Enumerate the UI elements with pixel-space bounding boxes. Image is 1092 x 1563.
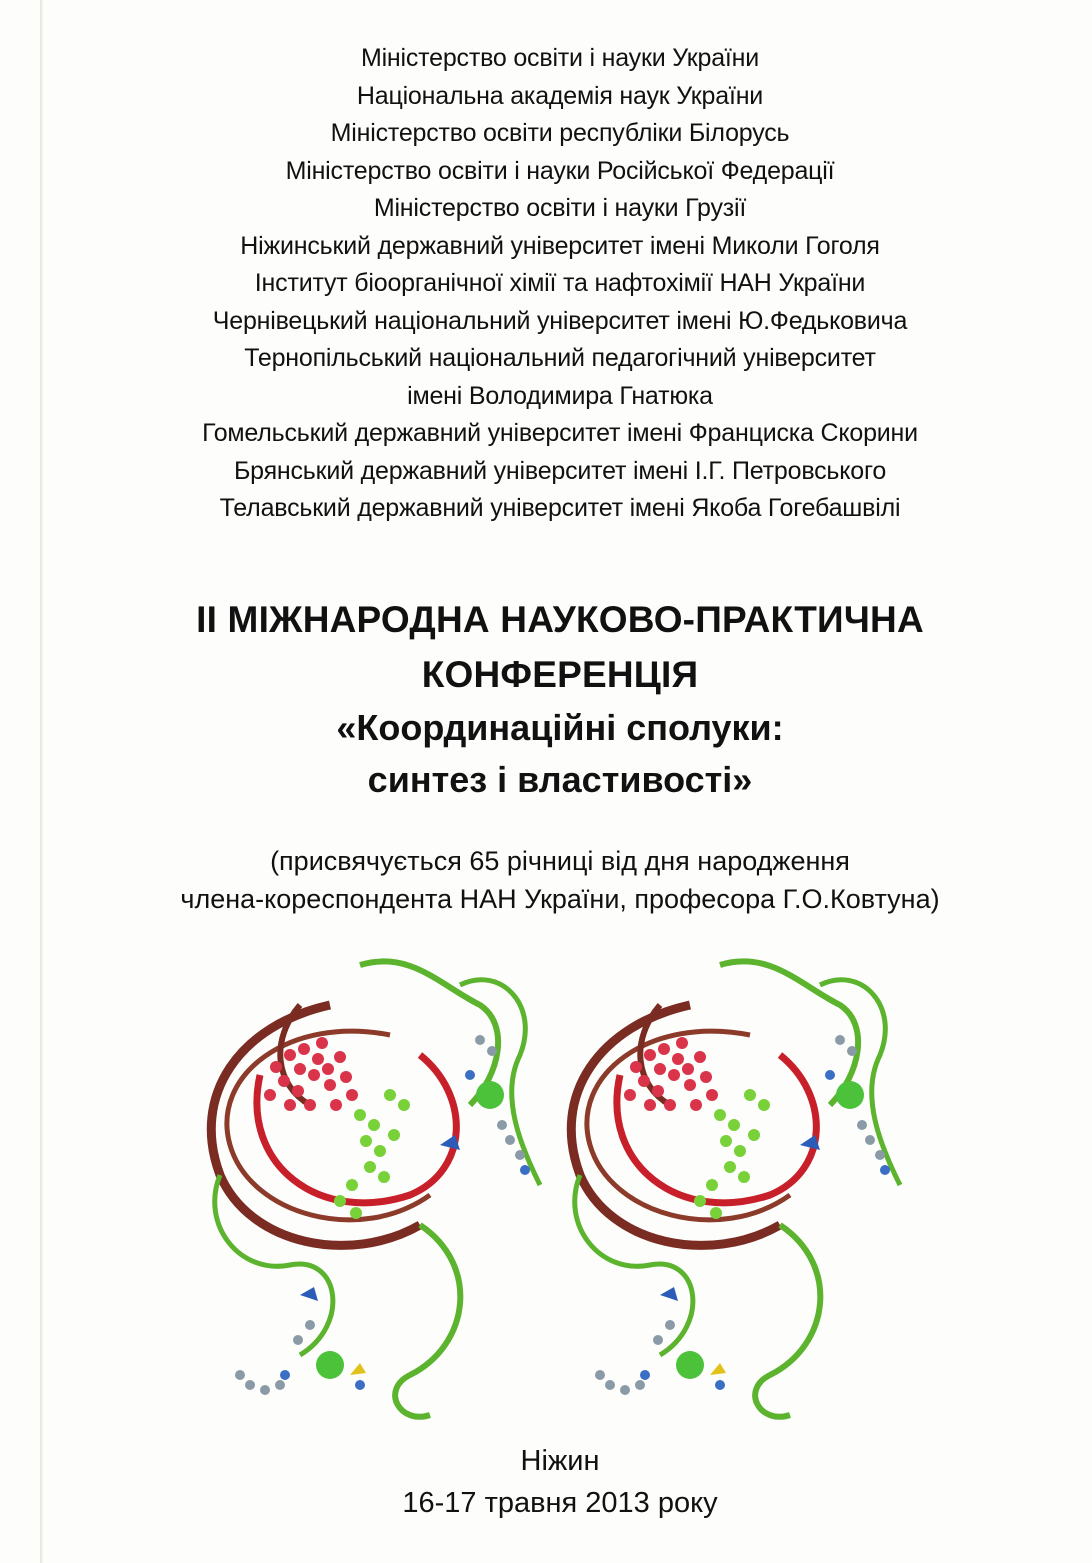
organizer-line: Міністерство освіти і науки України: [360, 44, 760, 72]
dedication: [60, 842, 1060, 918]
organizer-line: імені Володимира Гнатюка: [407, 381, 713, 410]
organizer-line: Національна академія наук України: [356, 81, 764, 110]
city: Ніжин: [520, 1445, 600, 1477]
place-and-date: [60, 1440, 1060, 1524]
title-line-2: КОНФЕРЕНЦІЯ: [421, 654, 699, 695]
organizer-line: Ніжинський державний університет імені Миколи Гоголя: [240, 231, 880, 260]
dates: 16-17 травня 2013 року: [402, 1487, 718, 1519]
organizer-line: Тернопільський національний педагогічний університет: [244, 344, 876, 372]
organizer-line: Брянський державний університет імені І.Г. Петровського: [233, 456, 887, 485]
organizer-line: Чернівецький національний університет імені Ю.Федьковича: [212, 306, 908, 335]
molecule-left: [211, 961, 540, 1416]
topic-line-2: синтез і властивості»: [367, 759, 753, 800]
organizers-list: [60, 40, 1060, 528]
conference-title: [60, 592, 1060, 806]
organizer-line: Міністерство освіти республіки Білорусь: [330, 119, 790, 147]
dedication-line-1: (присвячується 65 річниці від дня народження: [270, 846, 850, 876]
organizer-line: Гомельський державний університет імені Франциска Скорини: [202, 419, 918, 447]
topic-line-1: «Координаційні сполуки:: [336, 707, 784, 748]
dedication-line-2: члена-кореспондента НАН України, професора Г.О.Ковтуна): [180, 884, 940, 914]
organizer-line: Міністерство освіти і науки Грузії: [373, 194, 747, 222]
title-line-1: II МІЖНАРОДНА НАУКОВО-ПРАКТИЧНА: [196, 599, 924, 640]
molecule-right: [571, 961, 900, 1416]
organizer-line: Міністерство освіти і науки Російської Федерації: [285, 156, 835, 185]
molecular-structure-icon: [180, 945, 940, 1445]
organizer-line: Інститут біоорганічної хімії та нафтохімії НАН України: [254, 269, 866, 297]
organizer-line: Телавський державний університет імені Якоба Гогебашвілі: [219, 494, 901, 522]
page-binding-edge: [40, 0, 43, 1563]
